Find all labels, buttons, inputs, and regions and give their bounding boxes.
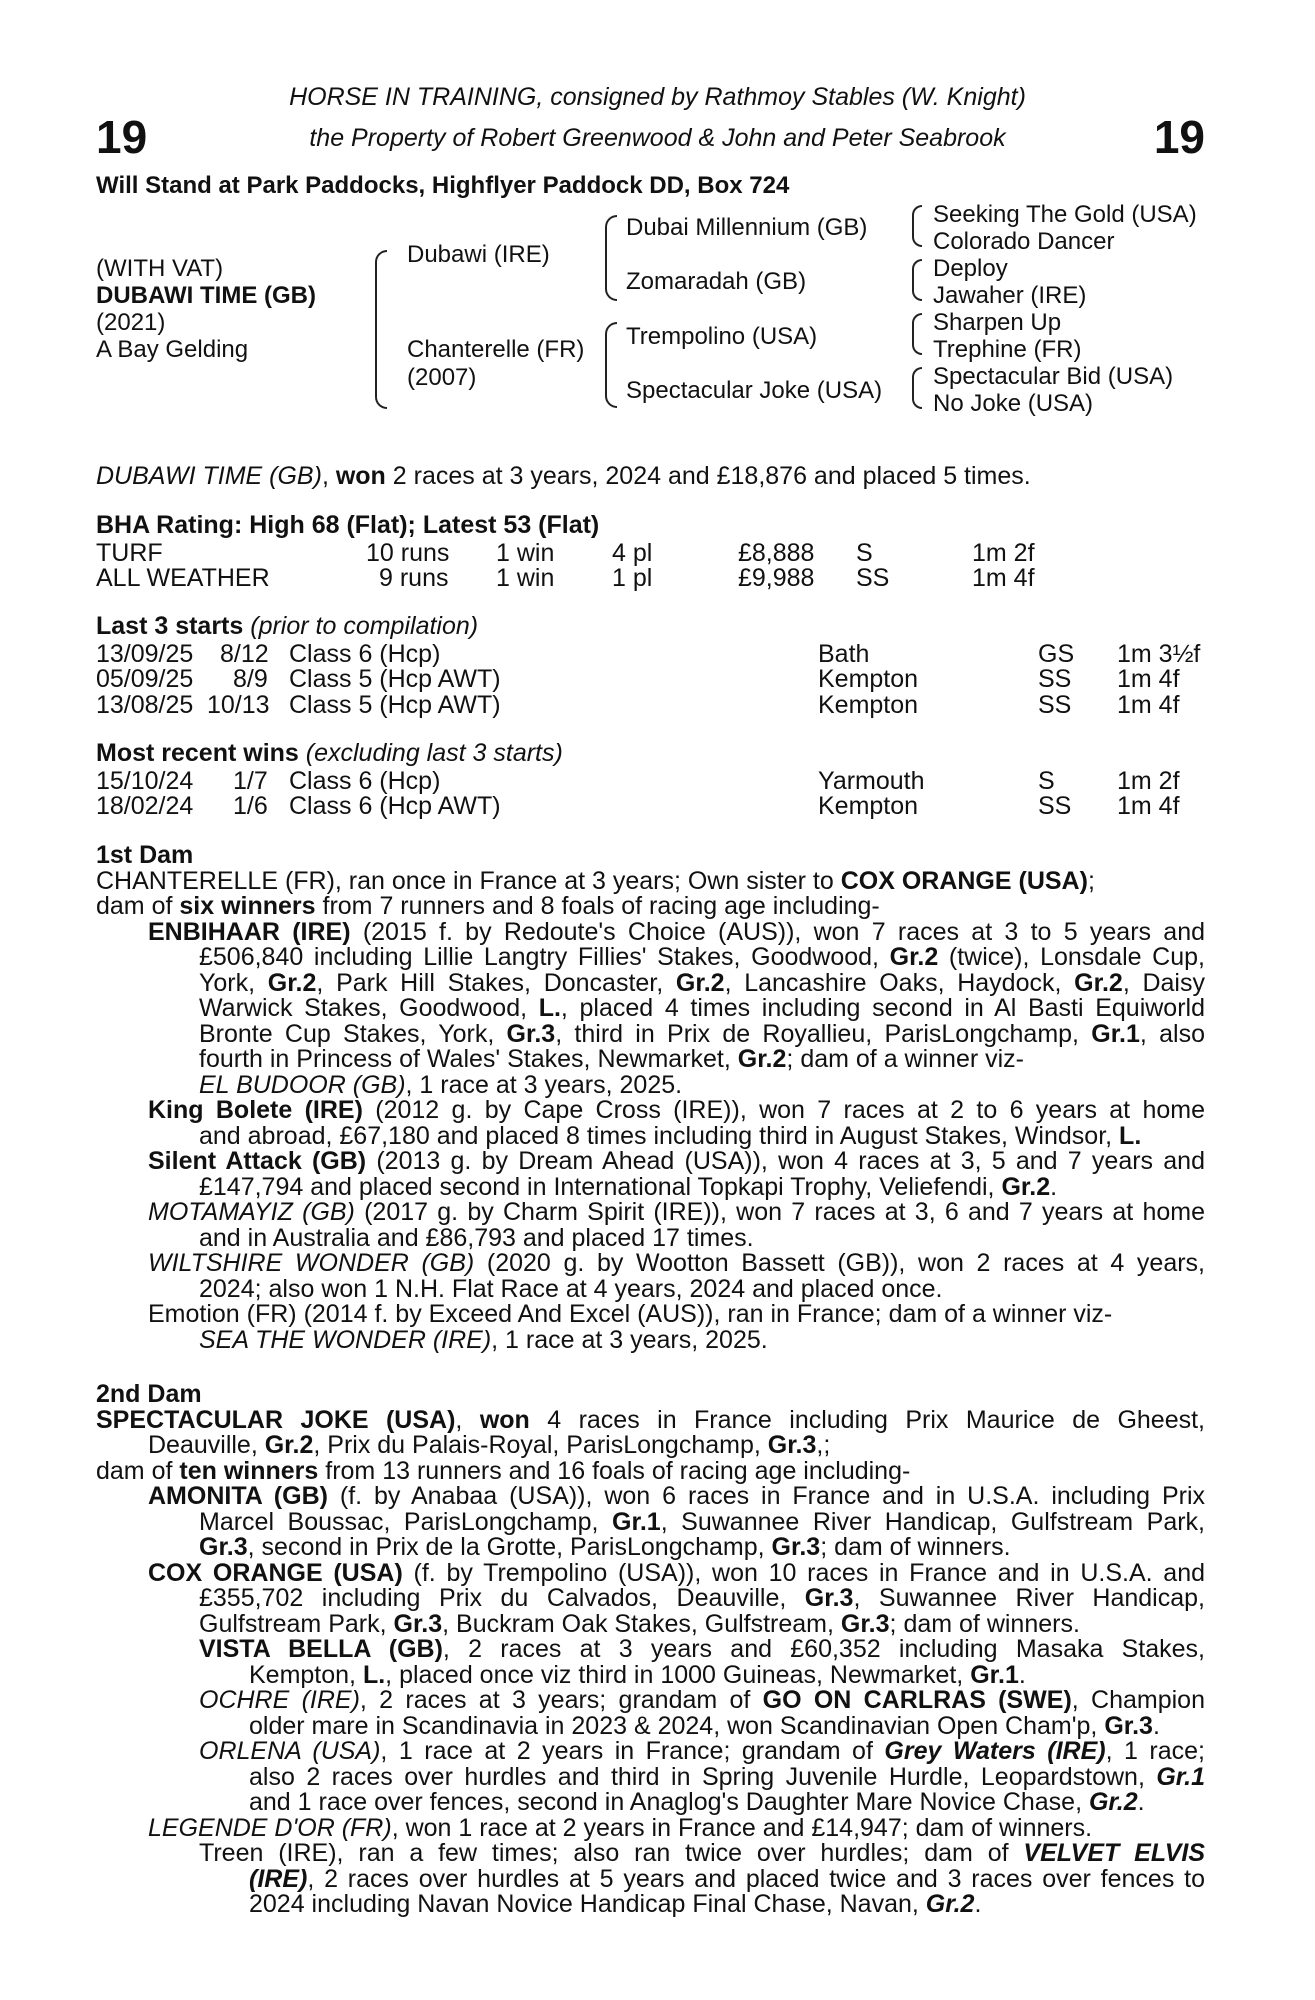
ped-ddd: No Joke (USA) (933, 390, 1094, 417)
race-summary: DUBAWI TIME (GB), won 2 races at 3 years, 2024 and £18,876 and placed 5 times. (96, 462, 1031, 490)
text-line: SS (1038, 792, 1072, 820)
text-line: Kempton (818, 690, 919, 719)
text-line: older mare in Scandinavia in 2023 & 2024, won Scandinavian Open Cham'p, Gr.3. (249, 1711, 1160, 1740)
text-line: VISTA BELLA (GB), 2 races at 3 years and £60,352 including Masaka Stakes, (199, 1635, 1206, 1663)
text-line: £8,888 (738, 538, 815, 567)
start-row (96, 691, 1205, 717)
text-line: Bronte Cup Stakes, York, Gr.3, third in Prix de Royallieu, ParisLongchamp, Gr.1, also (199, 1019, 1205, 1048)
foaling-year: (2021) (96, 309, 166, 336)
dam-dam: Spectacular Joke (USA) (626, 377, 883, 404)
ratings-section (96, 513, 1205, 590)
text-line: 8/12 (220, 639, 269, 668)
brace-dam (605, 322, 617, 408)
text-line: £355,702 including Prix du Calvados, Deauville, Gr.3, Suwannee River Handicap, (199, 1584, 1205, 1612)
text-line: York, Gr.2, Park Hill Stakes, Doncaster, Gr.2, Lancashire Oaks, Haydock, Gr.2, Daisy (199, 968, 1205, 997)
text-line: SS (856, 564, 890, 592)
text-line: Gr.3, second in Prix de la Grotte, ParisLongchamp, Gr.3; dam of winners. (199, 1533, 1011, 1561)
text-line: LEGENDE D'OR (FR), won 1 race at 2 years in France and £14,947; dam of winners. (148, 1813, 1093, 1842)
text-line: EL BUDOOR (GB), 1 race at 3 years, 2025. (199, 1070, 683, 1099)
text-line: 9 runs (379, 564, 449, 592)
text-line: Treen (IRE), ran a few times; also ran twice over hurdles; dam of VELVET ELVIS (199, 1839, 1206, 1867)
text-line: 1m 2f (972, 538, 1035, 567)
text-line: SPECTACULAR JOKE (USA), won 4 races in France including Prix Maurice de Gheest, (96, 1405, 1205, 1434)
text-line: GS (1038, 639, 1075, 668)
horse-name: DUBAWI TIME (GB) (96, 282, 316, 309)
start-row (96, 640, 1205, 666)
text-line: 1/7 (233, 766, 268, 795)
win-row (96, 767, 1205, 793)
text-line: 4 pl (612, 538, 653, 567)
text-line: (IRE), 2 races over hurdles at 5 years and placed twice and 3 races over fences to (249, 1864, 1205, 1893)
text-line: SS (1038, 690, 1072, 719)
dam-sire: Trempolino (USA) (626, 323, 818, 350)
text-line: CHANTERELLE (FR), ran once in France at 3 years; Own sister to COX ORANGE (USA); (96, 866, 1095, 895)
text-line: Kempton (818, 792, 919, 820)
text-line: ORLENA (USA), 1 race at 2 years in France; grandam of Grey Waters (IRE), 1 race; (199, 1737, 1205, 1765)
text-line: S (1038, 766, 1055, 795)
dam-year: (2007) (407, 364, 477, 391)
text-line: Gulfstream Park, Gr.3, Buckram Oak Stakes, Gulfstream, Gr.3; dam of winners. (199, 1609, 1080, 1638)
text-line: 18/02/24 (96, 792, 194, 820)
recent-sub: (excluding last 3 starts) (298, 739, 563, 767)
text-line: SEA THE WONDER (IRE), 1 race at 3 years, 2025. (199, 1325, 768, 1354)
text-line: Class 5 (Hcp AWT) (289, 665, 501, 693)
text-line: and in Australia and £86,793 and placed 17 times. (199, 1223, 754, 1252)
ped-sss: Seeking The Gold (USA) (933, 201, 1197, 228)
text-line: OCHRE (IRE), 2 races at 3 years; grandam of GO ON CARLRAS (SWE), Champion (199, 1686, 1205, 1714)
last3-heading: Last 3 starts (96, 612, 244, 640)
text-line: 8/9 (233, 665, 268, 693)
text-line: S (856, 538, 873, 567)
text-line: 10/13 (207, 690, 270, 719)
brace-ss (912, 205, 922, 247)
first-dam-heading: 1st Dam (96, 841, 194, 869)
text-line: 1 win (496, 538, 555, 567)
text-line: 05/09/25 (96, 665, 194, 693)
text-line: 1m 4f (1117, 792, 1180, 820)
text-line: 13/09/25 (96, 639, 194, 668)
text-line: Yarmouth (818, 766, 925, 795)
ped-dsd: Trephine (FR) (933, 336, 1082, 363)
text-line: 1 pl (612, 564, 653, 592)
ped-dds: Spectacular Bid (USA) (933, 363, 1174, 390)
horse-identity (96, 255, 316, 363)
text-line: ALL WEATHER (96, 564, 270, 592)
text-line: 15/10/24 (96, 766, 194, 795)
brace-dd (912, 367, 922, 409)
ratings-row (96, 564, 1205, 590)
text-line: WILTSHIRE WONDER (GB) (2020 g. by Wootton Bassett (GB)), won 2 races at 4 years, (148, 1249, 1205, 1277)
ped-dss: Sharpen Up (933, 309, 1062, 336)
text-line: ENBIHAAR (IRE) (2015 f. by Redoute's Choice (AUS)), won 7 races at 3 to 5 years and (148, 917, 1206, 946)
ratings-row (96, 539, 1205, 565)
text-line: Kempton (818, 665, 919, 693)
text-line: SS (1038, 665, 1072, 693)
ped-sdd: Jawaher (IRE) (933, 282, 1087, 309)
consignor-line: HORSE IN TRAINING, consigned by Rathmoy Stables (W. Knight) (289, 83, 1026, 111)
vat-note: (WITH VAT) (96, 255, 224, 282)
text-line: Class 6 (Hcp AWT) (289, 792, 501, 820)
text-line: Bath (818, 639, 870, 668)
text-line: 1 win (496, 564, 555, 592)
text-line: Kempton, L., placed once viz third in 1000 Guineas, Newmarket, Gr.1. (249, 1660, 1026, 1689)
text-line: and abroad, £67,180 and placed 8 times including third in August Stakes, Windsor, L. (199, 1121, 1142, 1150)
sire-name: Dubawi (IRE) (407, 241, 550, 268)
brace-sire (605, 215, 617, 301)
ratings-heading: BHA Rating: High 68 (Flat); Latest 53 (Flat) (96, 511, 600, 539)
brace-ds (912, 313, 922, 355)
text-line: Class 5 (Hcp AWT) (289, 690, 501, 719)
text-line (96, 741, 1205, 767)
text-line: Silent Attack (GB) (2013 g. by Dream Ahead (USA)), won 4 races at 3, 5 and 7 years and (148, 1147, 1205, 1175)
last-three-starts (96, 612, 1205, 719)
summary-won: won (335, 462, 386, 490)
text-line: 1/6 (233, 792, 268, 820)
lot-number-right: 19 (1153, 111, 1205, 163)
text-line: COX ORANGE (USA) (f. by Trempolino (USA)), won 10 races in France and in U.S.A. and (148, 1558, 1205, 1587)
text-line: Class 6 (Hcp) (289, 639, 441, 668)
text-line: Emotion (FR) (2014 f. by Exceed And Excel (AUS)), ran in France; dam of a winner viz- (148, 1300, 1113, 1328)
summary-rest: 2 races at 3 years, 2024 and £18,876 and placed 5 times. (385, 462, 1031, 490)
text-line: and 1 race over fences, second in Anaglog's Daughter Mare Novice Chase, Gr.2. (249, 1788, 1145, 1816)
most-recent-wins (96, 741, 1205, 818)
text-line: 13/08/25 (96, 690, 194, 719)
ped-sds: Deploy (933, 255, 1008, 282)
brace-sd (912, 259, 922, 301)
sire-sire: Dubai Millennium (GB) (626, 214, 868, 241)
text-line: Warwick Stakes, Goodwood, L., placed 4 times including second in Al Basti Equiworld (199, 994, 1205, 1022)
text-line: 1m 4f (972, 564, 1035, 592)
sire-dam: Zomaradah (GB) (626, 268, 807, 295)
stand-location: Will Stand at Park Paddocks, Highflyer Paddock DD, Box 724 (96, 172, 790, 199)
text-line: 2024; also won 1 N.H. Flat Race at 4 years, 2024 and placed once. (199, 1274, 943, 1303)
text-line: TURF (96, 538, 163, 567)
text-line: 1m 4f (1117, 665, 1180, 693)
horse-description: A Bay Gelding (96, 336, 249, 363)
text-line: £9,988 (738, 564, 815, 592)
text-line: Marcel Boussac, ParisLongchamp, Gr.1, Suwannee River Handicap, Gulfstream Park, (199, 1507, 1205, 1536)
second-dam-section (96, 1382, 1205, 1918)
first-dam-section (96, 843, 1205, 1353)
text-line: £506,840 including Lillie Langtry Fillies' Stakes, Goodwood, Gr.2 (twice), Lonsdale Cup, (199, 943, 1205, 971)
dam-name: Chanterelle (FR) (407, 336, 585, 363)
recent-heading: Most recent wins (96, 739, 299, 767)
text-line: £147,794 and placed second in International Topkapi Trophy, Veliefendi, Gr.2. (199, 1172, 1058, 1201)
ped-ssd: Colorado Dancer (933, 228, 1115, 255)
text-line: Deauville, Gr.2, Prix du Palais-Royal, ParisLongchamp, Gr.3,; (148, 1431, 831, 1459)
text-line: dam of ten winners from 13 runners and 16 foals of racing age including- (96, 1456, 911, 1485)
win-row (96, 792, 1205, 818)
last3-sub: (prior to compilation) (243, 612, 479, 640)
text-line (96, 614, 1205, 640)
brace-main (375, 250, 387, 409)
text-line: AMONITA (GB) (f. by Anabaa (USA)), won 6 races in France and in U.S.A. including Prix (148, 1482, 1206, 1510)
text-line: dam of six winners from 7 runners and 8 foals of racing age including- (96, 892, 880, 920)
text-line: also 2 races over hurdles and third in Spring Juvenile Hurdle, Leopardstown, Gr.1 (249, 1762, 1205, 1791)
text-line: MOTAMAYIZ (GB) (2017 g. by Charm Spirit (IRE)), won 7 races at 3, 6 and 7 years at home (148, 1198, 1205, 1226)
text-line: 2024 including Navan Novice Handicap Final Chase, Navan, Gr.2. (249, 1890, 982, 1918)
text-line: 1m 3½f (1117, 639, 1201, 668)
text-line: Class 6 (Hcp) (289, 766, 441, 795)
text-line: 1m 4f (1117, 690, 1180, 719)
property-line: the Property of Robert Greenwood & John and Peter Seabrook (309, 124, 1006, 152)
text-line: King Bolete (IRE) (2012 g. by Cape Cross (IRE)), won 7 races at 2 to 6 years at home (148, 1096, 1205, 1124)
start-row (96, 665, 1205, 691)
lot-number-left: 19 (96, 111, 148, 163)
text-line: 10 runs (366, 538, 450, 567)
text-line: 1m 2f (1117, 766, 1180, 795)
summary-name: DUBAWI TIME (GB) (96, 462, 322, 490)
text-line: fourth in Princess of Wales' Stakes, Newmarket, Gr.2; dam of a winner viz- (199, 1045, 1025, 1073)
second-dam-heading: 2nd Dam (96, 1380, 202, 1408)
